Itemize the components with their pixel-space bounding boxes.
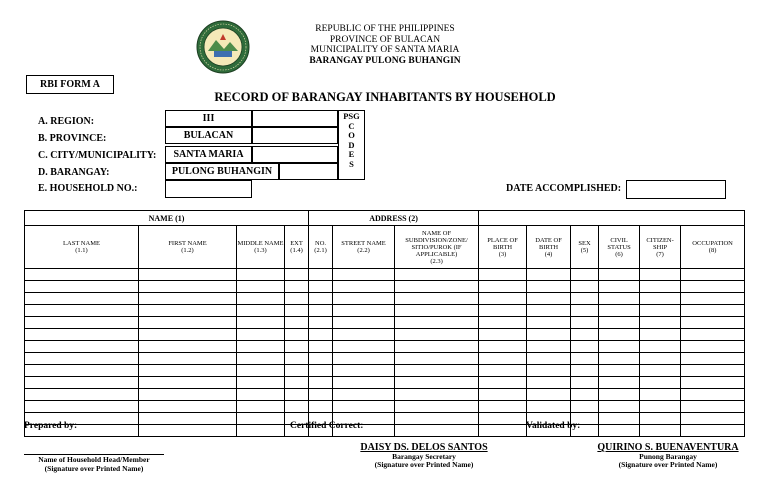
table-cell[interactable] xyxy=(237,353,285,365)
table-cell[interactable] xyxy=(640,413,681,425)
table-cell[interactable] xyxy=(640,281,681,293)
prepared-caption: Name of Household Head/Member (Signature over Printed Name) xyxy=(38,455,150,473)
table-cell[interactable] xyxy=(599,389,640,401)
table-cell[interactable] xyxy=(285,353,309,365)
table-cell[interactable] xyxy=(309,353,333,365)
table-cell[interactable] xyxy=(309,341,333,353)
table-cell[interactable] xyxy=(333,389,395,401)
table-cell[interactable] xyxy=(640,377,681,389)
table-cell[interactable] xyxy=(395,281,479,293)
table-row xyxy=(25,269,745,281)
table-cell[interactable] xyxy=(25,317,139,329)
group-header-name: NAME (1) xyxy=(25,211,309,226)
table-cell[interactable] xyxy=(527,329,571,341)
table-cell[interactable] xyxy=(599,365,640,377)
table-cell[interactable] xyxy=(599,293,640,305)
col-last-name: LAST NAME (1.1) xyxy=(25,226,139,269)
table-cell[interactable] xyxy=(599,401,640,413)
table-cell[interactable] xyxy=(681,329,745,341)
table-cell[interactable] xyxy=(139,365,237,377)
table-cell[interactable] xyxy=(599,317,640,329)
table-cell[interactable] xyxy=(479,281,527,293)
table-cell[interactable] xyxy=(640,389,681,401)
table-cell[interactable] xyxy=(333,341,395,353)
certified-name: DAISY DS. DELOS SANTOS xyxy=(360,442,488,453)
validated-title: Punong Barangay xyxy=(639,451,697,461)
table-cell[interactable] xyxy=(333,281,395,293)
table-cell[interactable] xyxy=(527,353,571,365)
table-cell[interactable] xyxy=(479,341,527,353)
prepared-by-label: Prepared by: xyxy=(24,421,78,431)
table-cell[interactable] xyxy=(681,353,745,365)
table-cell[interactable] xyxy=(25,281,139,293)
table-row xyxy=(25,317,745,329)
table-cell[interactable] xyxy=(571,341,599,353)
table-cell[interactable] xyxy=(237,269,285,281)
table-cell[interactable] xyxy=(139,305,237,317)
table-cell[interactable] xyxy=(285,341,309,353)
table-cell[interactable] xyxy=(237,305,285,317)
table-cell[interactable] xyxy=(237,425,285,437)
barangay-seal xyxy=(194,20,252,74)
table-cell[interactable] xyxy=(395,269,479,281)
table-cell[interactable] xyxy=(237,293,285,305)
table-cell[interactable] xyxy=(599,305,640,317)
table-cell[interactable] xyxy=(25,389,139,401)
validated-signature-block xyxy=(588,444,748,470)
table-cell[interactable] xyxy=(571,329,599,341)
inhabitants-table xyxy=(24,210,745,437)
table-cell[interactable] xyxy=(681,293,745,305)
table-cell[interactable] xyxy=(237,341,285,353)
household-label: E. HOUSEHOLD NO.: xyxy=(38,183,138,194)
column-header-row xyxy=(25,226,745,269)
table-row xyxy=(25,425,745,437)
table-row xyxy=(25,413,745,425)
table-cell[interactable] xyxy=(571,377,599,389)
table-cell[interactable] xyxy=(139,293,237,305)
table-cell[interactable] xyxy=(139,281,237,293)
col-no: NO. (2.1) xyxy=(309,226,333,269)
validated-by-label: Validated by: xyxy=(526,421,581,431)
table-cell[interactable] xyxy=(139,389,237,401)
table-cell[interactable] xyxy=(571,353,599,365)
validated-name: QUIRINO S. BUENAVENTURA xyxy=(597,442,739,453)
table-cell[interactable] xyxy=(599,425,640,437)
table-cell[interactable] xyxy=(479,269,527,281)
table-cell[interactable] xyxy=(285,329,309,341)
table-cell[interactable] xyxy=(571,269,599,281)
table-cell[interactable] xyxy=(395,365,479,377)
table-cell[interactable] xyxy=(333,329,395,341)
table-cell[interactable] xyxy=(139,377,237,389)
table-cell[interactable] xyxy=(640,401,681,413)
table-cell[interactable] xyxy=(640,329,681,341)
group-header-address: ADDRESS (2) xyxy=(309,211,479,226)
table-cell[interactable] xyxy=(139,329,237,341)
region-code-box[interactable] xyxy=(252,110,338,127)
table-cell[interactable] xyxy=(395,305,479,317)
table-cell[interactable] xyxy=(571,365,599,377)
header-province: PROVINCE OF BULACAN xyxy=(329,34,441,45)
table-cell[interactable] xyxy=(285,281,309,293)
table-cell[interactable] xyxy=(25,329,139,341)
table-cell[interactable] xyxy=(309,317,333,329)
table-cell[interactable] xyxy=(527,269,571,281)
table-body xyxy=(25,269,745,437)
table-cell[interactable] xyxy=(139,341,237,353)
table-cell[interactable] xyxy=(309,389,333,401)
table-cell[interactable] xyxy=(285,305,309,317)
table-cell[interactable] xyxy=(395,425,479,437)
table-cell[interactable] xyxy=(527,317,571,329)
table-cell[interactable] xyxy=(237,389,285,401)
table-cell[interactable] xyxy=(640,353,681,365)
city-code-box[interactable] xyxy=(252,146,338,163)
table-row xyxy=(25,377,745,389)
table-cell[interactable] xyxy=(599,377,640,389)
table-cell[interactable] xyxy=(309,365,333,377)
table-cell[interactable] xyxy=(681,365,745,377)
col-date-of-birth: DATE OF BIRTH (4) xyxy=(527,226,571,269)
table-cell[interactable] xyxy=(479,317,527,329)
table-cell[interactable] xyxy=(25,401,139,413)
table-cell[interactable] xyxy=(395,353,479,365)
table-cell[interactable] xyxy=(395,329,479,341)
table-cell[interactable] xyxy=(527,341,571,353)
table-cell[interactable] xyxy=(333,293,395,305)
table-cell[interactable] xyxy=(479,365,527,377)
table-cell[interactable] xyxy=(681,425,745,437)
table-cell[interactable] xyxy=(395,401,479,413)
table-cell[interactable] xyxy=(285,293,309,305)
table-cell[interactable] xyxy=(309,305,333,317)
table-row xyxy=(25,281,745,293)
table-cell[interactable] xyxy=(237,329,285,341)
col-subdivision: NAME OF SUBDIVISION/ZONE/ SITIO/PUROK (IF APPLICABLE) (2.3) xyxy=(395,226,479,269)
table-cell[interactable] xyxy=(285,401,309,413)
header-municipality: MUNICIPALITY OF SANTA MARIA xyxy=(310,45,460,55)
table-cell[interactable] xyxy=(395,413,479,425)
table-cell[interactable] xyxy=(25,269,139,281)
table-row xyxy=(25,389,745,401)
table-cell[interactable] xyxy=(309,281,333,293)
certified-caption: (Signature over Printed Name) xyxy=(374,460,474,469)
table-cell[interactable] xyxy=(599,413,640,425)
table-cell[interactable] xyxy=(479,389,527,401)
certified-signature-block xyxy=(344,444,504,470)
table-cell[interactable] xyxy=(527,377,571,389)
table-cell[interactable] xyxy=(139,353,237,365)
header-republic: REPUBLIC OF THE PHILIPPINES xyxy=(315,24,455,34)
table-cell[interactable] xyxy=(681,269,745,281)
table-cell[interactable] xyxy=(25,341,139,353)
table-cell[interactable] xyxy=(479,401,527,413)
table-row xyxy=(25,401,745,413)
barangay-value[interactable]: PULONG BUHANGIN xyxy=(165,163,279,180)
table-cell[interactable] xyxy=(571,389,599,401)
table-cell[interactable] xyxy=(640,269,681,281)
region-label: A. REGION: xyxy=(38,116,95,127)
city-value[interactable]: SANTA MARIA xyxy=(165,146,252,163)
col-place-of-birth: PLACE OF BIRTH (3) xyxy=(479,226,527,269)
table-cell[interactable] xyxy=(333,353,395,365)
certified-correct-label: Certified Correct: xyxy=(290,421,364,431)
table-cell[interactable] xyxy=(139,317,237,329)
table-row xyxy=(25,353,745,365)
validated-caption: (Signature over Printed Name) xyxy=(618,460,718,469)
table-cell[interactable] xyxy=(599,281,640,293)
table-cell[interactable] xyxy=(139,401,237,413)
province-value[interactable]: BULACAN xyxy=(165,127,252,144)
table-cell[interactable] xyxy=(237,281,285,293)
table-cell[interactable] xyxy=(395,317,479,329)
psg-codes-label: PSG C O D E S xyxy=(338,110,365,180)
table-cell[interactable] xyxy=(237,377,285,389)
table-row xyxy=(25,365,745,377)
table-cell[interactable] xyxy=(395,293,479,305)
table-cell[interactable] xyxy=(479,293,527,305)
table-cell[interactable] xyxy=(681,401,745,413)
col-middle-name: MIDDLE NAME (1.3) xyxy=(237,226,285,269)
col-ext: EXT (1.4) xyxy=(285,226,309,269)
barangay-label: D. BARANGAY: xyxy=(38,167,110,178)
table-cell[interactable] xyxy=(527,401,571,413)
table-cell[interactable] xyxy=(479,425,527,437)
table-cell[interactable] xyxy=(139,425,237,437)
table-cell[interactable] xyxy=(285,377,309,389)
table-cell[interactable] xyxy=(309,293,333,305)
table-cell[interactable] xyxy=(640,425,681,437)
table-cell[interactable] xyxy=(285,269,309,281)
table-cell[interactable] xyxy=(479,329,527,341)
table-cell[interactable] xyxy=(237,401,285,413)
table-cell[interactable] xyxy=(599,269,640,281)
col-street-name: STREET NAME (2.2) xyxy=(333,226,395,269)
table-cell[interactable] xyxy=(285,389,309,401)
col-occupation: OCCUPATION (8) xyxy=(681,226,745,269)
date-accomplished-field[interactable] xyxy=(626,180,726,199)
table-cell[interactable] xyxy=(681,341,745,353)
certified-title: Barangay Secretary xyxy=(392,451,456,461)
table-cell[interactable] xyxy=(681,389,745,401)
table-cell[interactable] xyxy=(640,293,681,305)
table-cell[interactable] xyxy=(571,401,599,413)
table-cell[interactable] xyxy=(237,413,285,425)
table-cell[interactable] xyxy=(333,305,395,317)
table-cell[interactable] xyxy=(25,365,139,377)
table-cell[interactable] xyxy=(527,281,571,293)
table-cell[interactable] xyxy=(479,377,527,389)
form-title: RECORD OF BARANGAY INHABITANTS BY HOUSEHOLD xyxy=(214,90,556,104)
province-label: B. PROVINCE: xyxy=(38,133,107,144)
table-cell[interactable] xyxy=(25,353,139,365)
table-cell[interactable] xyxy=(640,305,681,317)
table-cell[interactable] xyxy=(333,317,395,329)
table-cell[interactable] xyxy=(479,353,527,365)
region-value[interactable]: III xyxy=(165,110,252,127)
table-cell[interactable] xyxy=(640,341,681,353)
city-label: C. CITY/MUNICIPALITY: xyxy=(38,150,157,161)
table-cell[interactable] xyxy=(25,293,139,305)
table-cell[interactable] xyxy=(681,281,745,293)
date-accomplished-label: DATE ACCOMPLISHED: xyxy=(506,183,622,194)
table-cell[interactable] xyxy=(309,401,333,413)
table-cell[interactable] xyxy=(479,413,527,425)
table-cell[interactable] xyxy=(640,365,681,377)
table-cell[interactable] xyxy=(333,269,395,281)
table-cell[interactable] xyxy=(395,389,479,401)
table-cell[interactable] xyxy=(571,317,599,329)
table-cell[interactable] xyxy=(571,305,599,317)
table-cell[interactable] xyxy=(599,341,640,353)
table-row xyxy=(25,293,745,305)
table-cell[interactable] xyxy=(139,269,237,281)
table-cell[interactable] xyxy=(333,401,395,413)
table-cell[interactable] xyxy=(309,329,333,341)
table-cell[interactable] xyxy=(309,377,333,389)
table-cell[interactable] xyxy=(25,377,139,389)
table-cell[interactable] xyxy=(237,317,285,329)
table-cell[interactable] xyxy=(395,341,479,353)
table-cell[interactable] xyxy=(479,305,527,317)
table-cell[interactable] xyxy=(681,317,745,329)
table-cell[interactable] xyxy=(285,365,309,377)
table-cell[interactable] xyxy=(333,365,395,377)
household-value[interactable] xyxy=(165,180,252,198)
header-barangay: BARANGAY PULONG BUHANGIN xyxy=(309,55,461,66)
province-code-box[interactable] xyxy=(252,127,338,144)
col-sex: SEX (5) xyxy=(571,226,599,269)
table-cell[interactable] xyxy=(599,353,640,365)
col-civil-status: CIVIL STATUS (6) xyxy=(599,226,640,269)
table-row xyxy=(25,305,745,317)
table-cell[interactable] xyxy=(309,269,333,281)
table-cell[interactable] xyxy=(599,329,640,341)
table-row xyxy=(25,341,745,353)
table-cell[interactable] xyxy=(395,377,479,389)
table-cell[interactable] xyxy=(681,413,745,425)
table-cell[interactable] xyxy=(571,281,599,293)
col-first-name: FIRST NAME (1.2) xyxy=(139,226,237,269)
table-cell[interactable] xyxy=(139,413,237,425)
table-cell[interactable] xyxy=(681,377,745,389)
table-cell[interactable] xyxy=(333,377,395,389)
form-code-box: RBI FORM A xyxy=(26,75,114,94)
table-cell[interactable] xyxy=(681,305,745,317)
table-cell[interactable] xyxy=(25,305,139,317)
table-cell[interactable] xyxy=(640,317,681,329)
table-cell[interactable] xyxy=(285,317,309,329)
barangay-code-box[interactable] xyxy=(279,163,338,180)
table-row xyxy=(25,329,745,341)
table-cell[interactable] xyxy=(527,365,571,377)
table-cell[interactable] xyxy=(527,305,571,317)
group-header-blank xyxy=(479,211,745,226)
table-cell[interactable] xyxy=(237,365,285,377)
col-citizenship: CITIZEN- SHIP (7) xyxy=(640,226,681,269)
table-cell[interactable] xyxy=(527,389,571,401)
table-cell[interactable] xyxy=(527,293,571,305)
table-cell[interactable] xyxy=(571,293,599,305)
